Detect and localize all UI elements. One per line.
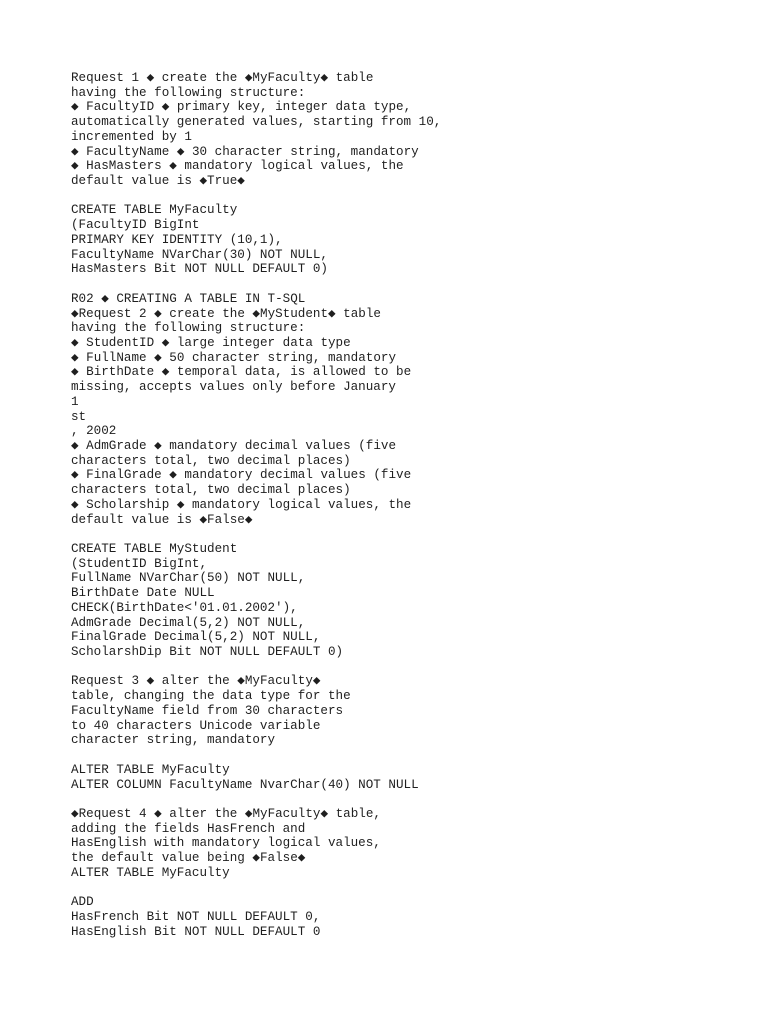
text-line: Request 3 ◆ alter the ◆MyFaculty◆ <box>71 674 321 689</box>
text-line: FacultyName NVarChar(30) NOT NULL, <box>71 247 328 262</box>
text-line: ◆ FacultyID ◆ primary key, integer data type, <box>71 100 412 115</box>
text-line: having the following structure: <box>71 321 306 336</box>
text-line: characters total, two decimal places) <box>71 483 351 498</box>
text-line: missing, accepts values only before January <box>71 380 396 395</box>
text-line: CREATE TABLE MyStudent <box>71 542 238 556</box>
text-line: CHECK(BirthDate<'01.01.2002'), <box>71 600 298 615</box>
text-line: default value is ◆True◆ <box>71 174 245 189</box>
text-line: (StudentID BigInt, <box>71 556 208 571</box>
text-line: table, changing the data type for the <box>71 689 351 704</box>
text-line: HasFrench Bit NOT NULL DEFAULT 0, <box>71 909 321 924</box>
text-line: ◆ HasMasters ◆ mandatory logical values, the <box>71 159 404 174</box>
text-line: 1 <box>71 394 79 409</box>
text-line: ◆ StudentID ◆ large integer data type <box>71 335 351 350</box>
text-line: FullName NVarChar(50) NOT NULL, <box>71 571 306 586</box>
text-line: ◆Request 2 ◆ create the ◆MyStudent◆ table <box>71 306 381 321</box>
text-line: the default value being ◆False◆ <box>71 851 306 866</box>
text-line: default value is ◆False◆ <box>71 512 253 527</box>
text-line: HasMasters Bit NOT NULL DEFAULT 0) <box>71 262 328 277</box>
blank-line <box>71 792 751 807</box>
text-line: , 2002 <box>71 424 117 439</box>
text-line: HasEnglish with mandatory logical values, <box>71 836 381 851</box>
text-line: ◆ AdmGrade ◆ mandatory decimal values (five <box>71 438 397 453</box>
text-line: adding the fields HasFrench and <box>71 821 306 836</box>
text-line: FinalGrade Decimal(5,2) NOT NULL, <box>71 630 321 645</box>
blank-line <box>71 660 751 675</box>
text-line: ALTER TABLE MyFaculty <box>71 762 230 777</box>
text-line: st <box>71 409 87 424</box>
blank-line <box>71 881 751 896</box>
blank-line <box>71 277 751 292</box>
text-line: (FacultyID BigInt <box>71 218 200 233</box>
text-line: ALTER TABLE MyFaculty <box>71 865 230 880</box>
text-line: character string, mandatory <box>71 733 276 748</box>
text-line: to 40 characters Unicode variable <box>71 718 321 733</box>
text-line: FacultyName field from 30 characters <box>71 703 344 718</box>
document-body <box>71 71 751 939</box>
text-line: Request 1 ◆ create the ◆MyFaculty◆ table <box>71 71 374 85</box>
text-line: having the following structure: <box>71 85 306 100</box>
text-line: AdmGrade Decimal(5,2) NOT NULL, <box>71 615 306 630</box>
text-line: ScholarshDip Bit NOT NULL DEFAULT 0) <box>71 645 344 660</box>
text-line: ◆Request 4 ◆ alter the ◆MyFaculty◆ table, <box>71 806 381 821</box>
text-line: CREATE TABLE MyFaculty <box>71 203 238 218</box>
text-line: characters total, two decimal places) <box>71 453 351 468</box>
text-line: ◆ FullName ◆ 50 character string, mandatory <box>71 350 397 365</box>
text-line: incremented by 1 <box>71 129 192 144</box>
text-line: ◆ FacultyName ◆ 30 character string, mandatory <box>71 144 419 159</box>
blank-line <box>71 527 751 542</box>
text-line: R02 ◆ CREATING A TABLE IN T-SQL <box>71 291 306 306</box>
text-line: ALTER COLUMN FacultyName NvarChar(40) NOT NULL <box>71 777 419 792</box>
text-line: PRIMARY KEY IDENTITY (10,1), <box>71 232 283 247</box>
text-line: automatically generated values, starting from 10, <box>71 115 442 130</box>
text-line: ◆ FinalGrade ◆ mandatory decimal values (five <box>71 468 412 483</box>
text-line: ◆ BirthDate ◆ temporal data, is allowed to be <box>71 365 412 380</box>
text-line: BirthDate Date NULL <box>71 586 215 601</box>
blank-line <box>71 748 751 763</box>
text-line: HasEnglish Bit NOT NULL DEFAULT 0 <box>71 924 321 939</box>
blank-line <box>71 189 751 204</box>
text-line: ◆ Scholarship ◆ mandatory logical values, the <box>71 497 412 512</box>
text-line: ADD <box>71 895 94 910</box>
